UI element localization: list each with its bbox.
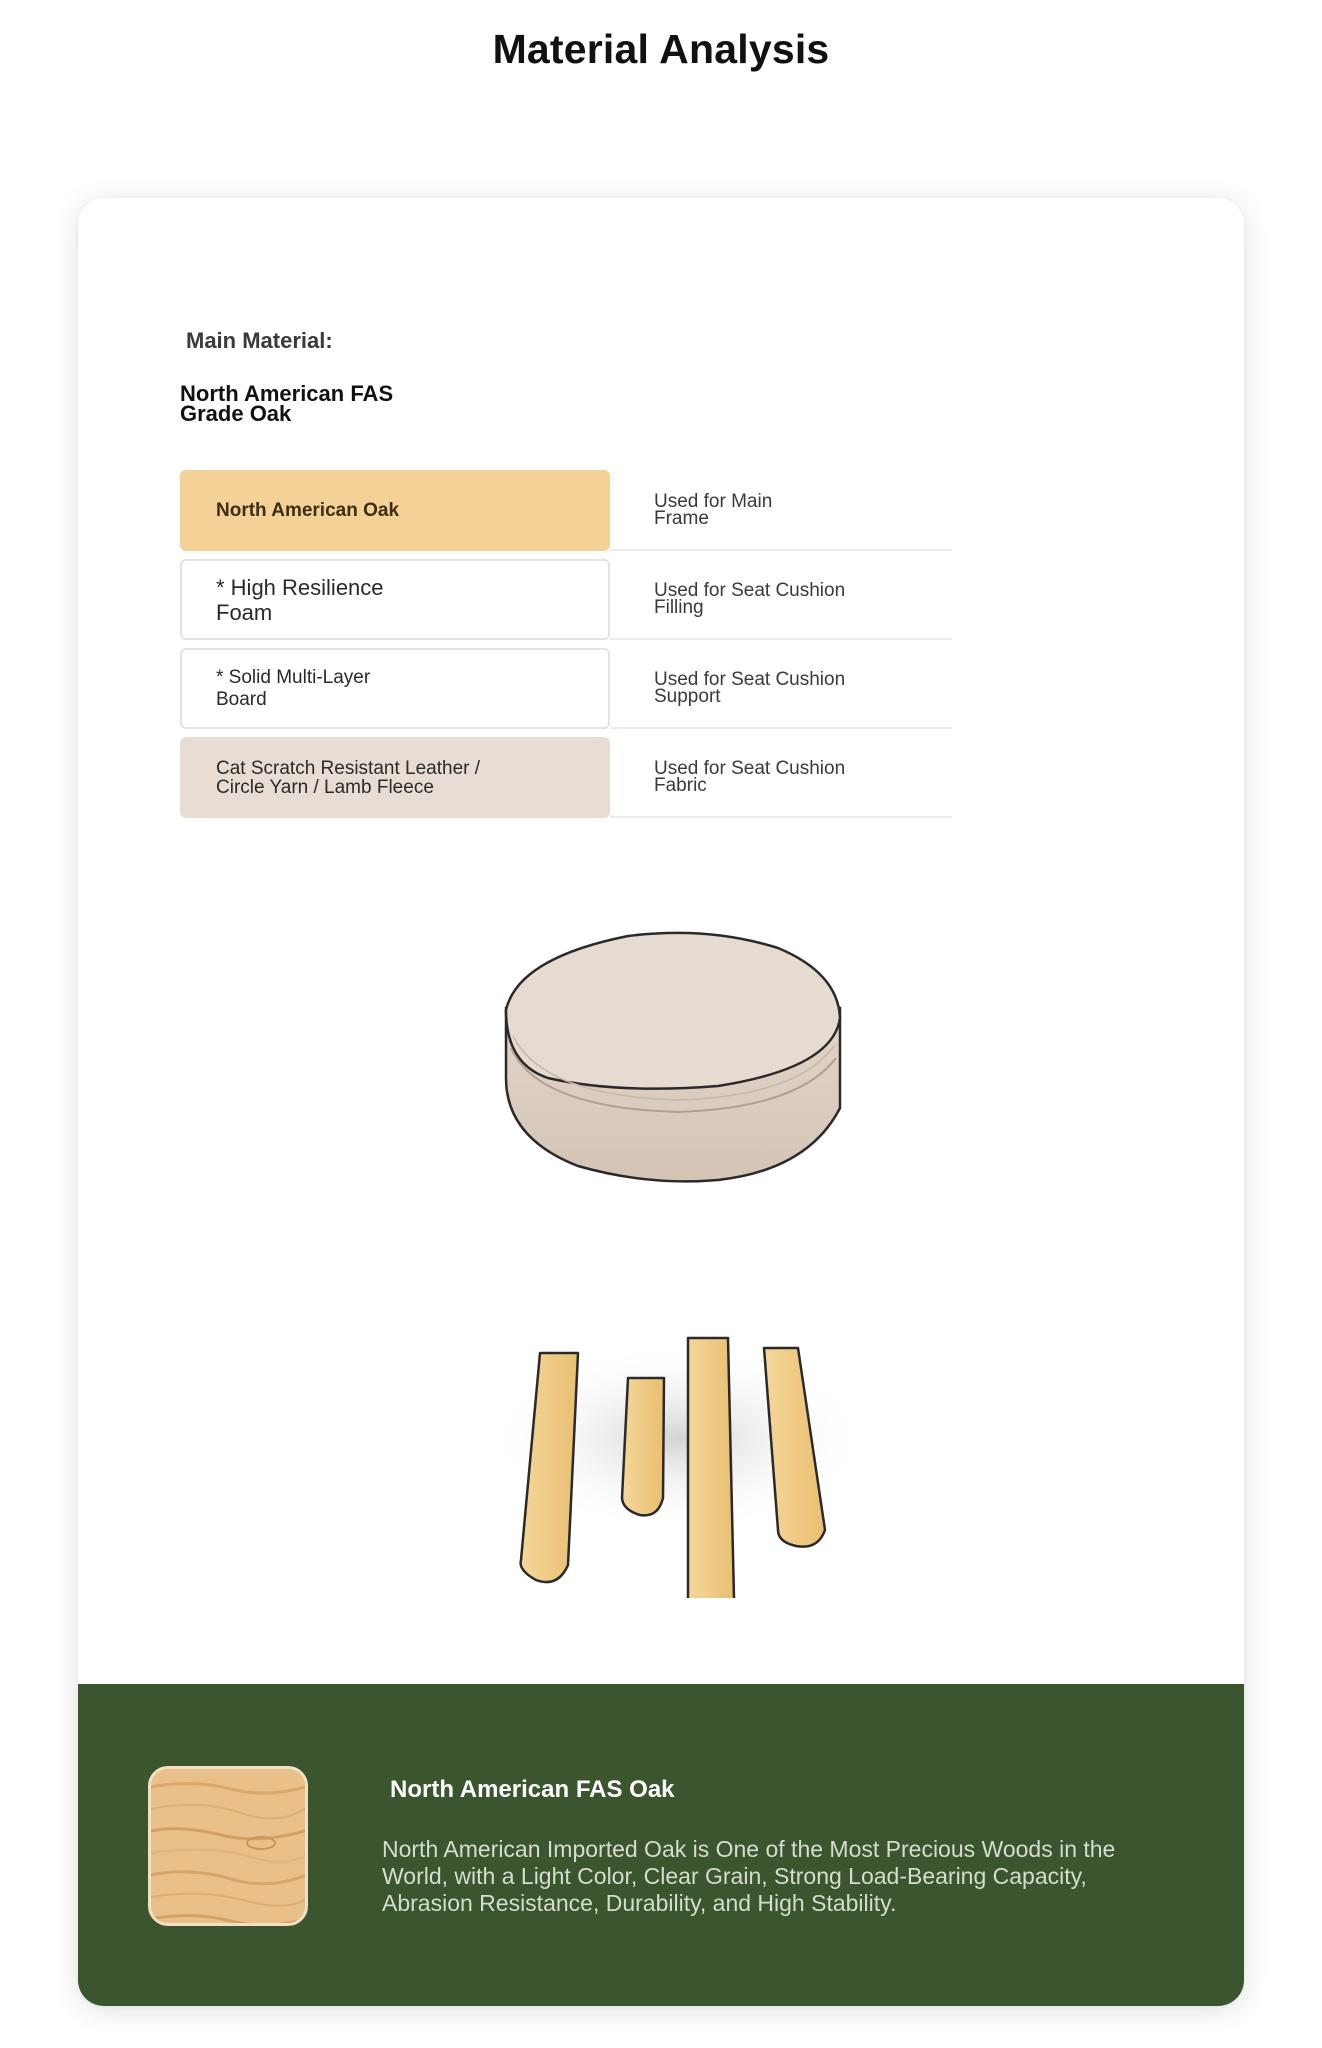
page-title: Material Analysis [492, 26, 830, 72]
main-material-value: North American FAS Grade Oak [180, 381, 394, 426]
material-card [78, 198, 1244, 2006]
feature-description: North American Imported Oak is One of the Most Precious Woods in the World, with a Light Color, Clear Grain, Strong Load-Bearing Capacity, Abrasion Resistance, Durability, and High Stability. [382, 1836, 1116, 1916]
oak-wood-swatch [148, 1766, 308, 1926]
material-usage-cell [610, 470, 952, 551]
material-usage: Used for Main Frame [654, 490, 773, 529]
material-name-cell [180, 737, 610, 818]
stool-cushion-top [506, 933, 840, 1089]
material-name: * High Resilience Foam [216, 574, 384, 625]
material-name-cell [180, 648, 610, 729]
main-material-label: Main Material: [186, 328, 333, 353]
stool-illustration [378, 918, 938, 1598]
materials-table [180, 470, 952, 826]
material-usage-cell [610, 737, 952, 818]
material-name: Cat Scratch Resistant Leather / Circle Yarn / Lamb Fleece [216, 757, 481, 798]
material-name: * Solid Multi-Layer Board [216, 666, 371, 710]
material-row-board [180, 648, 952, 729]
stool-leg-front [688, 1338, 734, 1598]
material-name-cell [180, 559, 610, 640]
material-name-cell [180, 470, 610, 551]
material-row-oak [180, 470, 952, 551]
stool-leg-back-inner [622, 1378, 664, 1515]
material-usage-cell [610, 648, 952, 729]
material-usage: Used for Seat Cushion Fabric [654, 757, 846, 796]
material-usage: Used for Seat Cushion Support [654, 668, 846, 707]
material-row-foam [180, 559, 952, 640]
material-name: North American Oak [216, 500, 400, 521]
feature-panel [78, 1684, 1244, 2006]
material-usage-cell [610, 559, 952, 640]
material-row-fabric [180, 737, 952, 818]
feature-title: North American FAS Oak [390, 1776, 675, 1803]
material-usage: Used for Seat Cushion Filling [654, 579, 846, 618]
